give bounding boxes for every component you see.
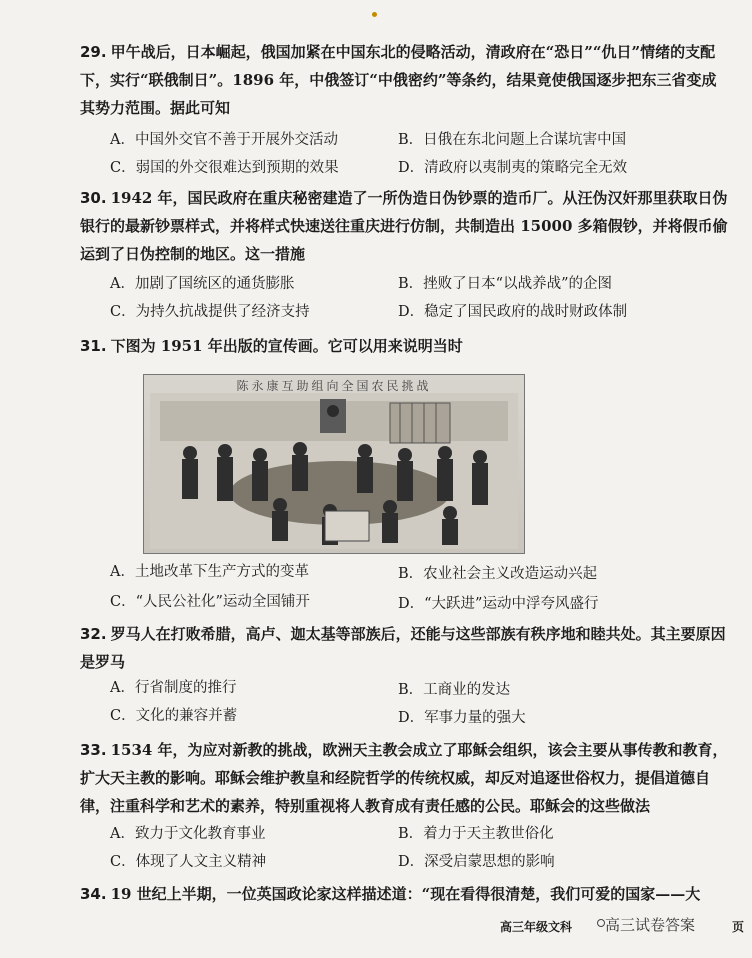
option-a: A．中国外交官不善于开展外交活动 [110, 132, 338, 148]
option-b: B．着力于天主教世俗化 [398, 826, 554, 842]
question-stem: 罗马人在打败希腊，高卢、迦太基等部族后，还能与这些部族有秩序地和睦共处。其主要原因是罗马 [80, 625, 726, 671]
option-a: A．致力于文化教育事业 [110, 826, 266, 842]
question-stem: 下图为 1951 年出版的宣传画。它可以用来说明当时 [110, 337, 463, 355]
meeting-scene-illustration [150, 393, 518, 549]
option-d: D．深受启蒙思想的影响 [398, 854, 555, 870]
question-number: 32. [80, 625, 107, 643]
option-c: C．弱国的外交很难达到预期的效果 [110, 160, 339, 176]
question-number: 29. [80, 43, 107, 61]
question-30 [80, 184, 728, 268]
option-c: C．“人民公社化”运动全国铺开 [110, 594, 310, 610]
ink-dot [372, 12, 377, 17]
option-d: D．稳定了国民政府的战时财政体制 [398, 304, 628, 320]
question-34 [80, 880, 728, 908]
option-c: C．体现了人文主义精神 [110, 854, 267, 870]
option-d: D．“大跃进”运动中浮夸风盛行 [398, 596, 599, 612]
page-suffix: 页 [732, 920, 745, 934]
question-stem: 甲午战后，日本崛起，俄国加紧在中国东北的侵略活动，清政府在“恐日”“仇日”情绪的支配下，实行“联俄制日”。1896 年，中俄签订“中俄密约”等条约，结果竟使俄国逐步把东三省变成其势力范围。据此可知 [80, 43, 717, 117]
wechat-icon [597, 918, 605, 928]
question-number: 31. [80, 337, 107, 355]
question-stem: 1534 年，为应对新教的挑战，欧洲天主教会成立了耶稣会组织，该会主要从事传教和教育，扩大天主教的影响。耶稣会维护教皇和经院哲学的传统权威，却反对追逐世俗权力，提倡道德自律，注重科学和艺术的素养，特别重视将人教育成有责任感的公民。耶稣会的这些做法 [80, 741, 728, 815]
question-number: 34. [80, 885, 107, 903]
page-footer-label: 高三年级文科 [500, 920, 573, 934]
question-stem: 19 世纪上半期，一位英国政论家这样描述道：“现在看得很清楚，我们可爱的国家——大 [110, 885, 701, 903]
option-b: B．日俄在东北问题上合谋坑害中国 [398, 132, 627, 148]
question-stem: 1942 年，国民政府在重庆秘密建造了一所伪造日伪钞票的造币厂。从汪伪汉奸那里获取日伪银行的最新钞票样式，并将样式快速送往重庆进行仿制，共制造出 15000 多箱假钞，并将假币偷运到了日伪控制的地区。这一措施 [80, 189, 728, 263]
option-b: B．工商业的发达 [398, 682, 511, 698]
option-a: A．土地改革下生产方式的变革 [110, 564, 309, 580]
question-29 [80, 38, 728, 122]
question-number: 33. [80, 741, 107, 759]
option-b: B．挫败了日本“以战养战”的企图 [398, 276, 612, 292]
option-c: C．为持久抗战提供了经济支持 [110, 304, 310, 320]
question-31 [80, 332, 728, 360]
option-d: D．清政府以夷制夷的策略完全无效 [398, 160, 628, 176]
option-d: D．军事力量的强大 [398, 710, 526, 726]
propaganda-picture [143, 374, 525, 554]
option-a: A．加剧了国统区的通货膨胀 [110, 276, 295, 292]
picture-caption: 陈永康互助组向全国农民挑战 [236, 379, 432, 393]
question-number: 30. [80, 189, 107, 207]
option-a: A．行省制度的推行 [110, 680, 237, 696]
question-33 [80, 736, 728, 820]
question-32 [80, 620, 728, 676]
option-c: C．文化的兼容并蓄 [110, 708, 238, 724]
watermark-text: 高三试卷答案 [605, 916, 696, 934]
option-b: B．农业社会主义改造运动兴起 [398, 566, 598, 582]
